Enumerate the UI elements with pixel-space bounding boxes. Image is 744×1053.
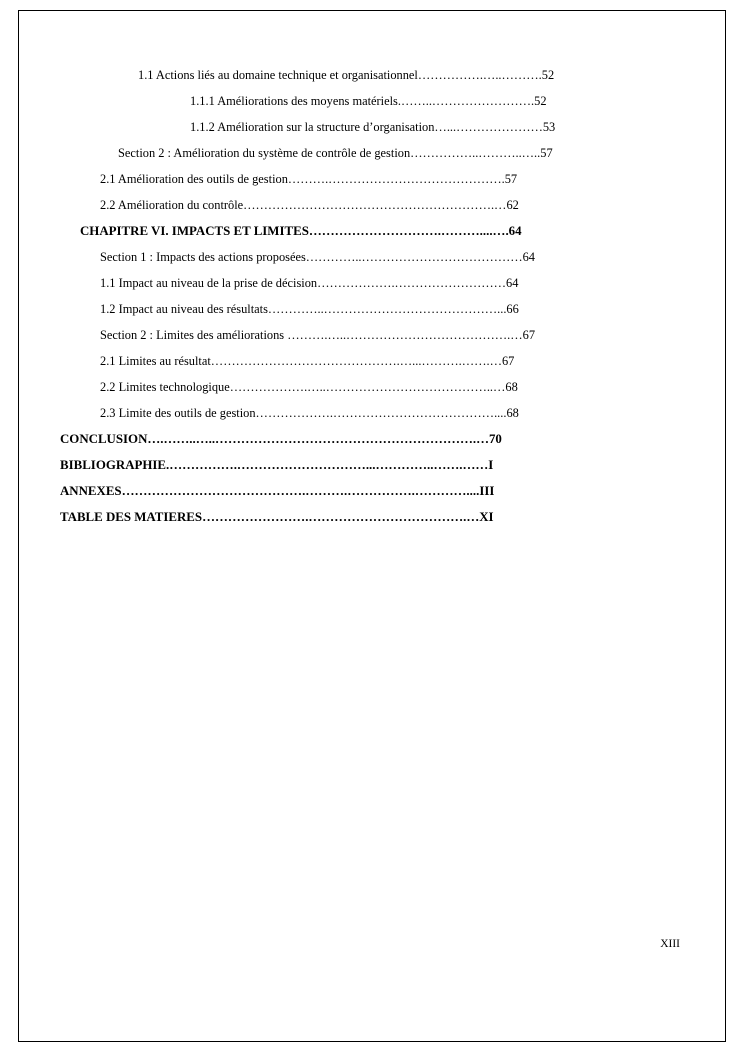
toc-entry[interactable]: 2.1 Limites au résultat……………………………………….…...……….…….…67	[100, 354, 515, 368]
toc-entry-table-des-matieres[interactable]: TABLE DES MATIERES…………………….……………………………….…XI	[60, 510, 494, 524]
toc-entry-conclusion[interactable]: CONCLUSION….……..…..…………………………………………………….…70	[60, 432, 502, 446]
table-of-contents	[60, 62, 660, 530]
toc-entry[interactable]: 2.2 Amélioration du contrôle…………………………………………………….…62	[100, 198, 519, 212]
toc-entry-bibliography[interactable]: BIBLIOGRAPHIE.…………….…………………………...…………..…….……I	[60, 458, 494, 472]
toc-entry[interactable]: 1.1.1 Améliorations des moyens matériels.……..…………………….52	[190, 94, 547, 108]
toc-entry[interactable]: 1.1 Actions liés au domaine technique et organisationnel…………….…..……….52	[138, 68, 555, 82]
toc-entry[interactable]: 1.2 Impact au niveau des résultats…………..……………………………………...66	[100, 302, 519, 316]
page-number: XIII	[660, 938, 680, 950]
toc-entry-annexes[interactable]: ANNEXES…………………………………….……….…………….…………....III	[60, 484, 495, 498]
toc-entry[interactable]: 2.1 Amélioration des outils de gestion……….…………………………………….57	[100, 172, 518, 186]
toc-entry[interactable]: Section 2 : Amélioration du système de contrôle de gestion……………..………..…..57	[118, 146, 553, 160]
toc-entry-chapter[interactable]: CHAPITRE VI. IMPACTS ET LIMITES………………………….………....….64	[80, 224, 522, 238]
toc-entry[interactable]: 1.1.2 Amélioration sur la structure d’organisation…...…………………53	[190, 120, 556, 134]
toc-entry[interactable]: Section 1 : Impacts des actions proposées…………..…………………………………64	[100, 250, 536, 264]
toc-entry[interactable]: Section 2 : Limites des améliorations ……….…..………………………………….…67	[100, 328, 536, 342]
toc-entry[interactable]: 1.1 Impact au niveau de la prise de décision……………….………………………64	[100, 276, 519, 290]
toc-entry[interactable]: 2.2 Limites technologique……………….…..…………………………………..…68	[100, 380, 518, 394]
toc-entry[interactable]: 2.3 Limite des outils de gestion……………….…………………………………....68	[100, 406, 519, 420]
